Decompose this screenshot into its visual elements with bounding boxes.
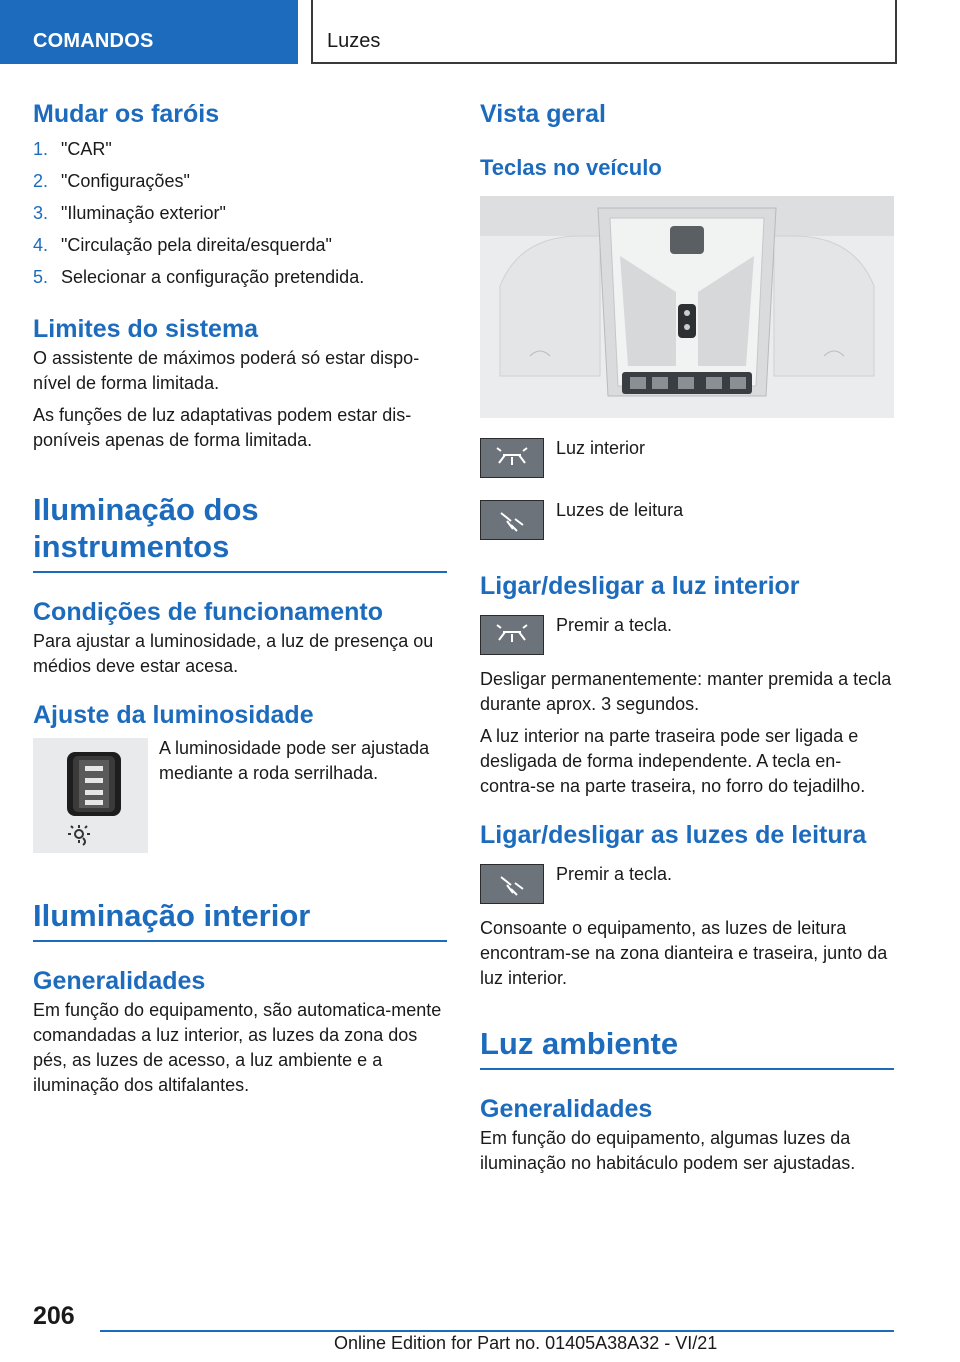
brightness-icon <box>68 825 90 845</box>
list-item: 1. "CAR" <box>33 139 112 159</box>
steps-list <box>33 133 447 293</box>
heading-vista-geral: Vista geral <box>480 100 607 128</box>
paragraph: Premir a tecla. <box>556 615 673 635</box>
reading-light-icon <box>481 865 543 903</box>
left-column <box>33 100 447 1098</box>
key-label: Luz interior <box>556 438 646 458</box>
right-column <box>480 100 894 1176</box>
section-tab <box>0 0 298 64</box>
paragraph: Premir a tecla. <box>556 864 673 884</box>
footer-divider <box>100 1330 894 1332</box>
heading-condicoes: Condições de funcionamento <box>33 598 384 626</box>
heading-iluminacao-instrumentos: Iluminação dos instrumentos <box>33 491 447 573</box>
paragraph: A luminosidade pode ser ajustada mediante a roda serrilhada. <box>159 738 430 783</box>
paragraph: Consoante o equipamento, as luzes de leitura encontram-se na zona dianteira e traseira, junto da luz interior. <box>480 918 888 988</box>
paragraph: As funções de luz adaptativas podem estar dis-poníveis apenas de forma limitada. <box>33 405 412 450</box>
heading-generalidades: Generalidades <box>33 967 206 995</box>
list-item: 3. "Iluminação exterior" <box>33 203 226 223</box>
heading-limites: Limites do sistema <box>33 315 259 343</box>
interior-light-key <box>480 438 544 478</box>
section-title: COMANDOS <box>33 30 154 52</box>
dome-light-icon <box>481 439 543 477</box>
paragraph: Para ajustar a luminosidade, a luz de presença ou médios deve estar acesa. <box>33 631 434 676</box>
heading-teclas: Teclas no veículo <box>480 155 662 180</box>
paragraph: Em função do equipamento, são automatica-mente comandadas a luz interior, as luzes da zona dos pés, as luzes de acesso, a luz ambiente e a iluminação dos altifalantes. <box>33 1000 442 1095</box>
dome-light-icon <box>481 616 543 654</box>
page-number: 206 <box>33 1302 75 1330</box>
heading-generalidades: Generalidades <box>480 1095 653 1123</box>
heading-ligar-interior: Ligar/desligar a luz interior <box>480 572 800 600</box>
chapter-title: Luzes <box>327 30 381 52</box>
paragraph: O assistente de máximos poderá só estar dispo-nível de forma limitada. <box>33 348 420 393</box>
thumbwheel-image <box>33 738 148 853</box>
heading-iluminacao-interior: Iluminação interior <box>33 897 447 942</box>
chapter-tab <box>311 0 897 64</box>
paragraph: Em função do equipamento, algumas luzes da iluminação no habitáculo podem ser ajustadas. <box>480 1128 856 1173</box>
edition-label: Online Edition for Part no. 01405A38A32 - VI/21 <box>334 1333 718 1353</box>
reading-light-key <box>480 500 544 540</box>
reading-light-icon <box>481 501 543 539</box>
heading-mudar-farois: Mudar os faróis <box>33 100 220 128</box>
key-label: Luzes de leitura <box>556 500 684 520</box>
heading-ajuste: Ajuste da luminosidade <box>33 701 314 729</box>
interior-light-key <box>480 615 544 655</box>
list-item: 5. Selecionar a configuração pretendida. <box>33 267 365 287</box>
heading-ligar-leitura: Ligar/desligar as luzes de leitura <box>480 821 867 849</box>
reading-light-key <box>480 864 544 904</box>
paragraph: A luz interior na parte traseira pode ser ligada e desligada de forma independente. A tecla en-contra-se na parte traseira, no forro do tejadilho. <box>480 726 866 796</box>
heading-luz-ambiente: Luz ambiente <box>480 1025 894 1070</box>
paragraph: Desligar permanentemente: manter premida a tecla durante aprox. 3 segundos. <box>480 669 892 714</box>
list-item: 2. "Configurações" <box>33 171 190 191</box>
roof-console-image <box>480 196 894 418</box>
list-item: 4. "Circulação pela direita/esquerda" <box>33 235 332 255</box>
